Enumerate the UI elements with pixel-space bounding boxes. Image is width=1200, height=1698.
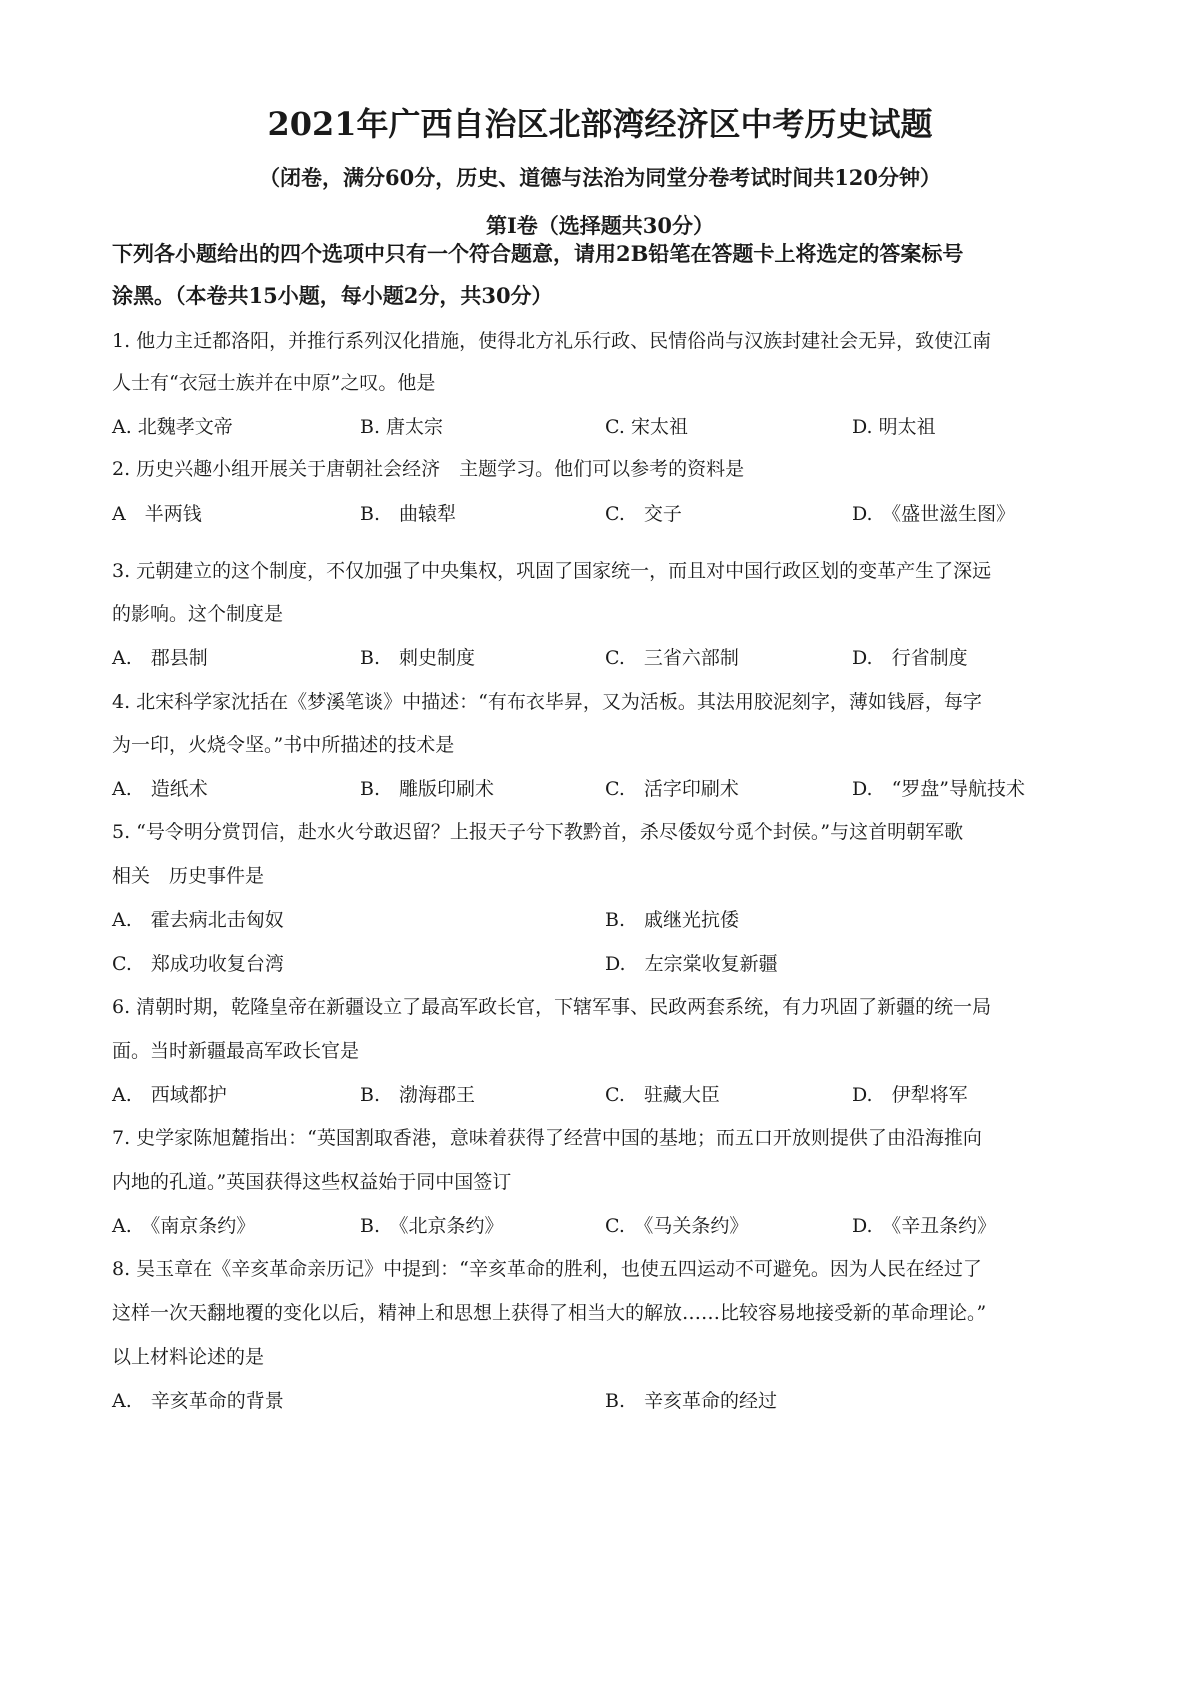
question-4-option-c[interactable]: C. 活字印刷术 (605, 778, 739, 800)
question-6-option-b[interactable]: B. 渤海郡王 (360, 1084, 476, 1106)
question-5-option-a[interactable]: A. 霍去病北击匈奴 (112, 909, 284, 931)
question-2-option-b[interactable]: B. 曲辕犁 (360, 503, 457, 525)
question-1-option-d[interactable]: D. 明太祖 (852, 416, 936, 438)
question-7-line-1: 7. 史学家陈旭麓指出：“英国割取香港，意味着获得了经营中国的基地；而五口开放则提供了由沿海推向 (112, 1127, 982, 1149)
question-2-line-1: 2. 历史兴趣小组开展关于唐朝社会经济 主题学习。他们可以参考的资料是 (112, 458, 745, 480)
question-6-line-1: 6. 清朝时期，乾隆皇帝在新疆设立了最高军政长官，下辖军事、民政两套系统，有力巩固了新疆的统一局 (112, 996, 992, 1018)
question-5-option-d[interactable]: D. 左宗棠收复新疆 (605, 953, 778, 975)
question-6-option-c[interactable]: C. 驻藏大臣 (605, 1084, 720, 1106)
question-3-option-b[interactable]: B. 刺史制度 (360, 647, 476, 669)
question-2-option-d[interactable]: D. 《盛世滋生图》 (852, 503, 1016, 525)
question-3-line-1: 3. 元朝建立的这个制度，不仅加强了中央集权，巩固了国家统一，而且对中国行政区划的变革产生了深远 (112, 560, 992, 582)
question-7-option-a[interactable]: A. 《南京条约》 (112, 1215, 256, 1237)
question-1-line-2: 人士有“衣冠士族并在中原”之叹。他是 (112, 372, 436, 394)
exam-subtitle: （闭卷，满分60分，历史、道德与法治为同堂分卷考试时间共120分钟） (258, 165, 942, 190)
question-5-option-c[interactable]: C. 郑成功收复台湾 (112, 953, 284, 975)
question-6-option-a[interactable]: A. 西域都护 (112, 1084, 227, 1106)
instructions-line-2: 涂黑。（本卷共15小题，每小题2分，共30分） (112, 283, 553, 308)
question-8-option-a[interactable]: A. 辛亥革命的背景 (112, 1390, 284, 1412)
question-4-option-b[interactable]: B. 雕版印刷术 (360, 778, 495, 800)
question-5-option-b[interactable]: B. 戚继光抗倭 (605, 909, 740, 931)
question-1-line-1: 1. 他力主迁都洛阳，并推行系列汉化措施，使得北方礼乐行政、民情俗尚与汉族封建社会无异，致使江南 (112, 330, 992, 352)
question-5-line-2: 相关 历史事件是 (112, 865, 265, 887)
question-3-option-c[interactable]: C. 三省六部制 (605, 647, 739, 669)
question-1-option-c[interactable]: C. 宋太祖 (605, 416, 688, 438)
question-4-option-a[interactable]: A. 造纸术 (112, 778, 208, 800)
question-3-option-d[interactable]: D. 行省制度 (852, 647, 968, 669)
question-7-option-d[interactable]: D. 《辛丑条约》 (852, 1215, 997, 1237)
question-7-option-c[interactable]: C. 《马关条约》 (605, 1215, 749, 1237)
question-3-line-2: 的影响。这个制度是 (112, 603, 284, 625)
question-1-option-b[interactable]: B. 唐太宗 (360, 416, 444, 438)
instructions-line-1: 下列各小题给出的四个选项中只有一个符合题意，请用2B铅笔在答题卡上将选定的答案标号 (112, 241, 964, 266)
question-6-option-d[interactable]: D. 伊犁将军 (852, 1084, 968, 1106)
question-5-line-1: 5. “号令明分赏罚信，赴水火兮敢迟留？上报天子兮下教黔首，杀尽倭奴兮觅个封侯。”与这首明朝军歌 (112, 821, 964, 843)
question-8-line-1: 8. 吴玉章在《辛亥革命亲历记》中提到：“辛亥革命的胜利，也使五四运动不可避免。因为人民在经过了 (112, 1258, 982, 1280)
question-4-option-d[interactable]: D. “罗盘”导航技术 (852, 778, 1026, 800)
section-heading: 第Ⅰ卷（选择题共30分） (485, 213, 715, 238)
question-8-option-b[interactable]: B. 辛亥革命的经过 (605, 1390, 778, 1412)
question-7-line-2: 内地的孔道。”英国获得这些权益始于同中国签订 (112, 1171, 512, 1193)
page-title: 2021年广西自治区北部湾经济区中考历史试题 (267, 105, 933, 143)
question-2-option-c[interactable]: C. 交子 (605, 503, 682, 525)
question-2-option-a[interactable]: A 半两钱 (112, 503, 202, 525)
question-8-line-2: 这样一次天翻地覆的变化以后，精神上和思想上获得了相当大的解放……比较容易地接受新的革命理论。” (112, 1302, 987, 1324)
question-4-line-1: 4. 北宋科学家沈括在《梦溪笔谈》中描述：“有布衣毕昇，又为活板。其法用胶泥刻字，薄如钱唇，每字 (112, 691, 982, 713)
question-8-line-3: 以上材料论述的是 (112, 1346, 265, 1368)
question-7-option-b[interactable]: B. 《北京条约》 (360, 1215, 504, 1237)
question-1-option-a[interactable]: A. 北魏孝文帝 (112, 416, 233, 438)
question-3-option-a[interactable]: A. 郡县制 (112, 647, 208, 669)
question-4-line-2: 为一印，火烧令坚。”书中所描述的技术是 (112, 734, 455, 756)
question-6-line-2: 面。当时新疆最高军政长官是 (112, 1040, 360, 1062)
